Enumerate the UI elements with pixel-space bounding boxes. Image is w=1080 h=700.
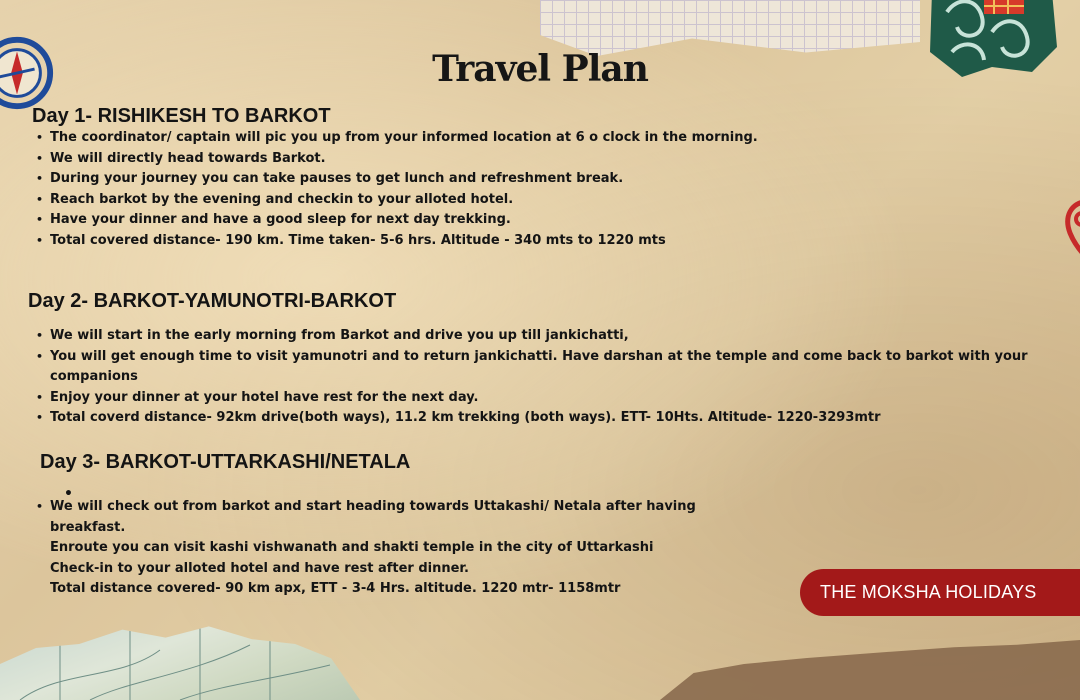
day-1-list <box>36 128 936 251</box>
brand-badge <box>800 569 1080 616</box>
brand-label: THE MOKSHA HOLIDAYS <box>820 582 1037 602</box>
list-item: • Total coverd distance- 92km drive(both ways), 11.2 km trekking (both ways). ETT- 10Hts. Altitude- 1220-3293mtr <box>36 408 1046 429</box>
list-item: • You will get enough time to visit yamunotri and to return jankichatti. Have darshan at the temple and come back to barkot with your companions <box>36 347 1046 388</box>
day-2-heading: Day 2- BARKOT-YAMUNOTRI-BARKOT <box>28 290 397 312</box>
list-item: • The coordinator/ captain will pic you up from your informed location at 6 o clock in the morning. <box>36 128 936 149</box>
map-lines <box>0 620 360 700</box>
list-item: • We will check out from barkot and start heading towards Uttakashi/ Netala after having breakfast. <box>36 497 716 538</box>
stray-bullet: • <box>64 486 73 502</box>
day-2-list <box>36 326 1046 429</box>
day-3-heading: Day 3- BARKOT-UTTARKASHI/NETALA <box>40 451 411 473</box>
list-item: Total distance covered- 90 km apx, ETT - 3-4 Hrs. altitude. 1220 mtr- 1158mtr <box>50 581 621 596</box>
location-pin-icon <box>1060 195 1080 265</box>
day-3-list <box>36 497 716 600</box>
list-item: • We will start in the early morning from Barkot and drive you up till jankichatti, <box>36 326 1046 347</box>
list-item: • We will directly head towards Barkot. <box>36 149 936 170</box>
list-item: • Enjoy your dinner at your hotel have rest for the next day. <box>36 388 1046 409</box>
list-item: • Reach barkot by the evening and checkin to your alloted hotel. <box>36 190 936 211</box>
day-1-heading: Day 1- RISHIKESH TO BARKOT <box>32 105 331 127</box>
list-item: Check-in to your alloted hotel and have rest after dinner. <box>50 560 469 576</box>
list-item: Enroute you can visit kashi vishwanath and shakti temple in the city of Uttarkashi <box>50 540 654 555</box>
page-title: Travel Plan <box>432 48 648 90</box>
list-item: • Have your dinner and have a good sleep for next day trekking. <box>36 210 936 231</box>
brown-paper-scrap <box>660 640 1080 700</box>
list-item: • During your journey you can take pauses to get lunch and refreshment break. <box>36 169 936 190</box>
list-item: • Total covered distance- 190 km. Time taken- 5-6 hrs. Altitude - 340 mts to 1220 mts <box>36 231 936 252</box>
